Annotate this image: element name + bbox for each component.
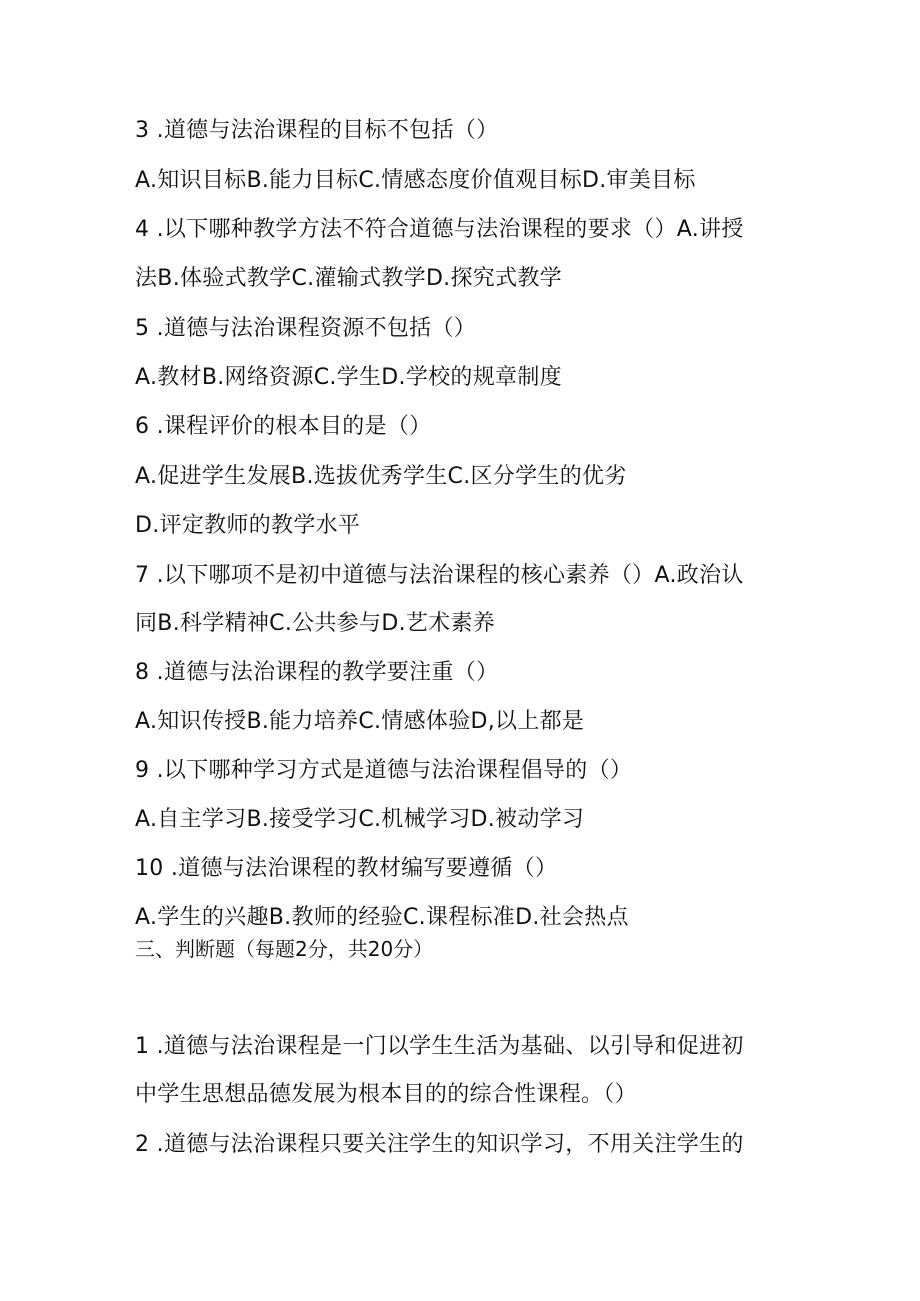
question-3-options: A.知识目标B.能力目标C.情感态度价值观目标D.审美目标	[135, 168, 696, 193]
question-9-options: A.自主学习B.接受学习C.机械学习D.被动学习	[135, 807, 585, 832]
question-10: 10 .道德与法治课程的教材编写要遵循（）	[135, 856, 558, 881]
judgment-1: 1 .道德与法治课程是一门以学生生活为基础、以引导和促进初	[135, 1034, 744, 1059]
question-6: 6 .课程评价的根本目的是（）	[135, 414, 432, 439]
section-heading: 三、判断题（每题2分，共20分）	[135, 937, 434, 961]
question-10-options: A.学生的兴趣B.教师的经验C.课程标准D.社会热点	[135, 905, 629, 930]
question-8: 8 .道德与法治课程的教学要注重（）	[135, 660, 499, 685]
question-4: 4 .以下哪种教学方法不符合道德与法治课程的要求（）A.讲授	[135, 217, 744, 242]
question-6-option-d: D.评定教师的教学水平	[135, 513, 361, 538]
question-8-options: A.知识传授B.能力培养C.情感体验D,以上都是	[135, 709, 585, 734]
question-4-options: 法B.体验式教学C.灌输式教学D.探究式教学	[135, 266, 562, 291]
judgment-2: 2 .道德与法治课程只要关注学生的知识学习，不用关注学生的	[135, 1132, 744, 1157]
question-5: 5 .道德与法治课程资源不包括（）	[135, 316, 477, 341]
judgment-1-cont: 中学生思想品德发展为根本目的的综合性课程。（）	[135, 1082, 637, 1107]
question-7: 7 .以下哪项不是初中道德与法治课程的核心素养（）A.政治认	[135, 563, 744, 588]
question-9: 9 .以下哪种学习方式是道德与法治课程倡导的（）	[135, 758, 633, 783]
question-6-options: A.促进学生发展B.选拔优秀学生C.区分学生的优劣	[135, 464, 627, 489]
question-5-options: A.教材B.网络资源C.学生D.学校的规章制度	[135, 365, 562, 390]
question-7-options: 同B.科学精神C.公共参与D.艺术素养	[135, 611, 496, 636]
question-3: 3 .道德与法治课程的目标不包括（）	[135, 118, 499, 143]
